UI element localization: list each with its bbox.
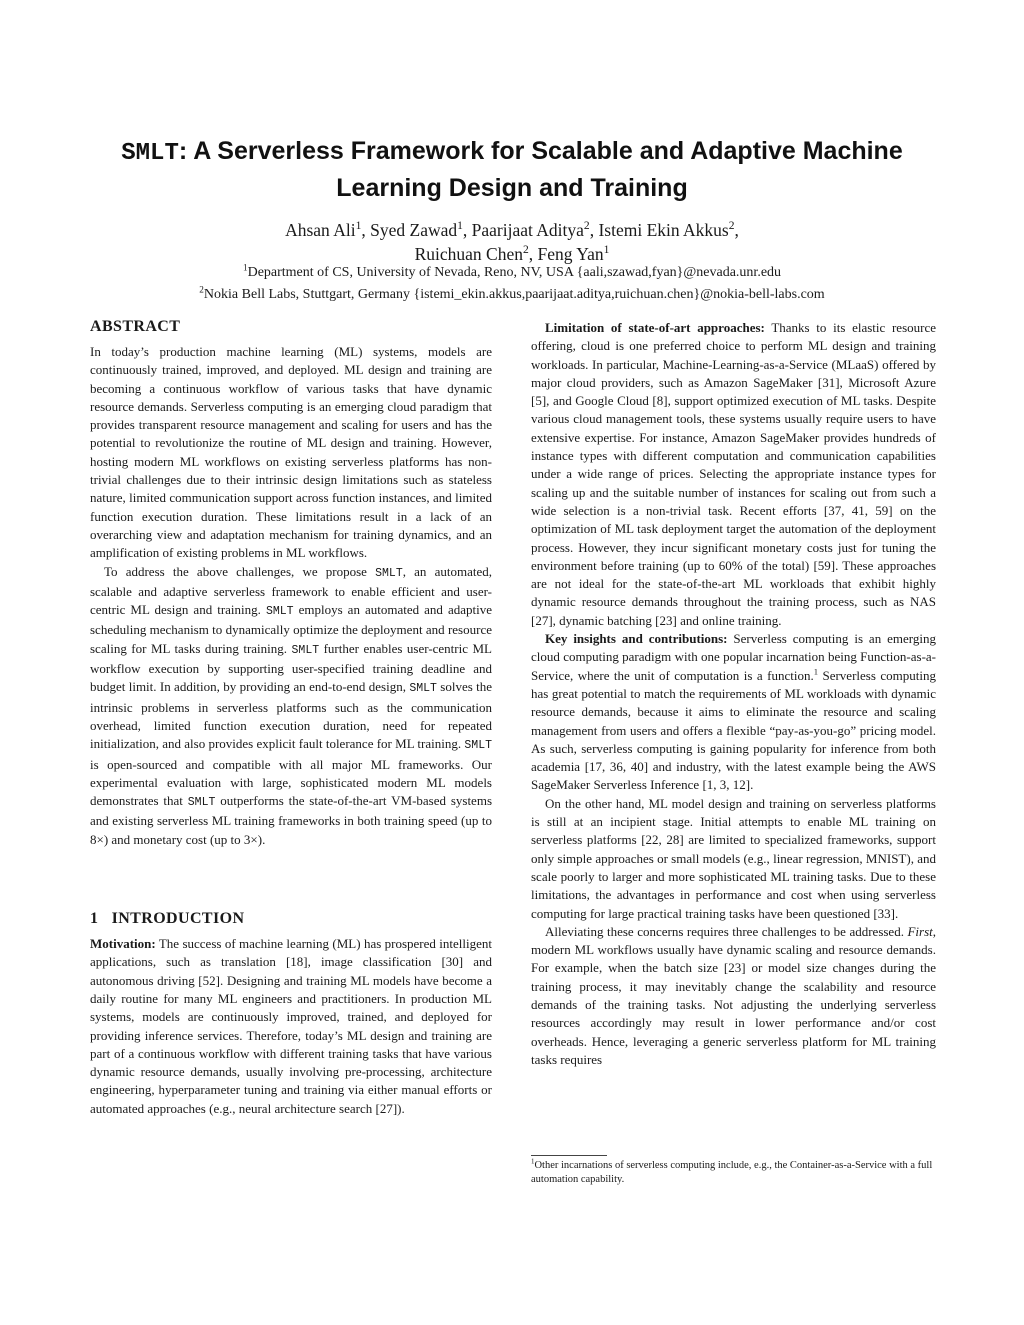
introduction-heading: 1 INTRODUCTION — [90, 910, 245, 928]
affiliation-1: $^1$Department of CS, University of Nevada, Reno, NV, USA {aali,szawad,fyan}@nevada.unr.edu — [242, 262, 782, 280]
title-line1: : A Serverless Framework for Scalable and Adaptive Machine — [178, 137, 903, 165]
intro-paragraph-insights: Key insights and contributions: Serverless computing is an emerging cloud computing paradigm with one popular incarnation being Function-as-a-Service, where the unit of computation is a function.$^1$ Serverless computing has great potential to match the requirements of ML workloads with dynamic resource demands, because it aims to eliminate the resource and scaling management from users and offers a flexible “pay-as-you-go” pricing model. As such, serverless computing is gaining popularity for inference from both academia [17, 36, 40] and industry, with the latest example being the AWS SageMaker Serverless Inference [1, 3, 12]. — [531, 631, 936, 793]
author: Feng Yan$^1$ — [537, 244, 610, 264]
left-column — [90, 317, 492, 1118]
author: Ahsan Ali$^1$, — [285, 220, 371, 240]
footnote: $^1$Other incarnations of serverless computing include, e.g., the Container-as-a-Service with a full automation capability. — [531, 1158, 933, 1185]
author: Ruichuan Chen$^2$, — [414, 244, 538, 264]
abstract-paragraph-1: In today’s production machine learning (ML) systems, models are continuously trained, improved, and deployed. ML design and training are becoming a continuous workflow of various tasks that have dynamic resource demands. Serverless computing is an emerging cloud paradigm that provides transparent resource management and scaling for users and has the potential to revolutionize the routine of ML design and training. However, hosting modern ML workflows on existing serverless platforms has non-trivial challenges due to their intrinsic design limitations such as stateless nature, limited communication support across function instances, and limited function execution duration. These limitations result in a lack of an overarching view and adaptation mechanism for training dynamics, and an amplification of existing problems in ML workflows. — [90, 344, 492, 561]
abstract-heading: ABSTRACT — [90, 318, 181, 335]
author: Paarijaat Aditya$^2$, — [471, 220, 599, 240]
footnote-divider — [531, 1155, 607, 1156]
author-list — [60, 218, 964, 266]
intro-paragraph-motivation: Motivation: The success of machine learning (ML) has prospered intelligent applications, such as translation [18], image classification [30] and autonomous driving [52]. Designing and training ML models have become a daily routine for many ML engineers and practitioners. In production ML systems, models are continuously improved, trained, and deployed for providing inference services. Therefore, today’s ML design and training are part of a continuous workflow with different training tasks that have various dynamic resource demands, usually involving pre-processing, architecture engineering, hyperparameter tuning and training via either manual efforts or automated approaches (e.g., neural architecture search [27]). — [90, 936, 492, 1116]
intro-paragraph-challenges: Alleviating these concerns requires three challenges to be addressed. First, modern ML workflows usually have dynamic scaling and resource demands. For example, when the batch size [23] or model size changes during the training process, it may inevitably change the scalability and resource demands of the training tasks. Not adjusting the underlying serverless resources accordingly may result in lower performance and/or cost overheads. Hence, leveraging a generic serverless platform for ML training tasks requires — [531, 923, 936, 1067]
author: Istemi Ekin Akkus$^2$, — [598, 220, 739, 240]
title-system-name: SMLT — [121, 140, 179, 167]
intro-paragraph-limitations: Limitation of state-of-art approaches: Thanks to its elastic resource offering, cloud is one preferred choice to perform ML design and training workloads. In particular, Machine-Learning-as-a-Service (MLaaS) offered by major cloud providers, such as Amazon SageMaker [31], Microsoft Azure [5], and Google Cloud [8], support optimized execution of ML tasks. Despite various cloud management tools, these systems usually require users to have extensive expertise. For instance, Amazon SageMaker provides hundreds of instance types with different computation and communication capabilities under a wide range of prices. Selecting the appropriate instance types for scaling up and the suitable number of instances for scaling out from such a wide selection is a non-trivial task. Recent efforts [37, 41, 59] on the optimization of ML task deployment target the automation of the deployment process. However, they incur significant monetary costs just for tuning the environment before training (up to 60% of the total) [59]. These approaches are not ideal for the state-of-the-art ML workloads that exhibit highly dynamic resource demands throughout the training process, such as NAS [27], dynamic batching [23] and online training. — [531, 320, 937, 628]
paper-title — [60, 134, 964, 205]
intro-paragraph-other-hand: On the other hand, ML model design and training on serverless platforms is still at an incipient stage. Initial attempts to enable ML training on serverless platforms [22, 28] are limited to specialized frameworks, support only simple approaches or small models (e.g., linear regression, MNIST), and scale poorly to larger and more sophisticated ML training tasks. Due to these limitations, the advantages in performance and cost when using serverless computing for large practical training tasks have been questioned [33]. — [531, 795, 936, 921]
title-line2: Learning Design and Training — [336, 174, 688, 202]
author: Syed Zawad$^1$, — [370, 220, 472, 240]
abstract-paragraph-2: To address the above challenges, we propose SMLT, an automated, scalable and adaptive serverless framework to enable efficient and user-centric ML design and training. SMLT employs an automated and adaptive scheduling mechanism to dynamically optimize the deployment and resource scaling for ML tasks during training. SMLT further enables user-centric ML workflow execution by supporting user-specified training deadline and budget limit. In addition, by providing an end-to-end design, SMLT solves the intrinsic problems in serverless platforms such as the communication overhead, limited function execution duration, need for repeated initialization, and also provides explicit fault tolerance for ML training. SMLT is open-sourced and compatible with all major ML frameworks. Our experimental evaluation with large, sophisticated modern ML models demonstrates that SMLT outperforms the state-of-the-art VM-based systems and existing serverless ML training frameworks in both training speed (up to 8×) and monetary cost (up to 3×). — [90, 563, 493, 847]
affiliation-2: $^2$Nokia Bell Labs, Stuttgart, Germany {istemi_ekin.akkus,paarijaat.aditya,ruichuan.chen}@nokia-bell-labs.com — [199, 284, 825, 302]
right-column — [531, 319, 936, 1069]
